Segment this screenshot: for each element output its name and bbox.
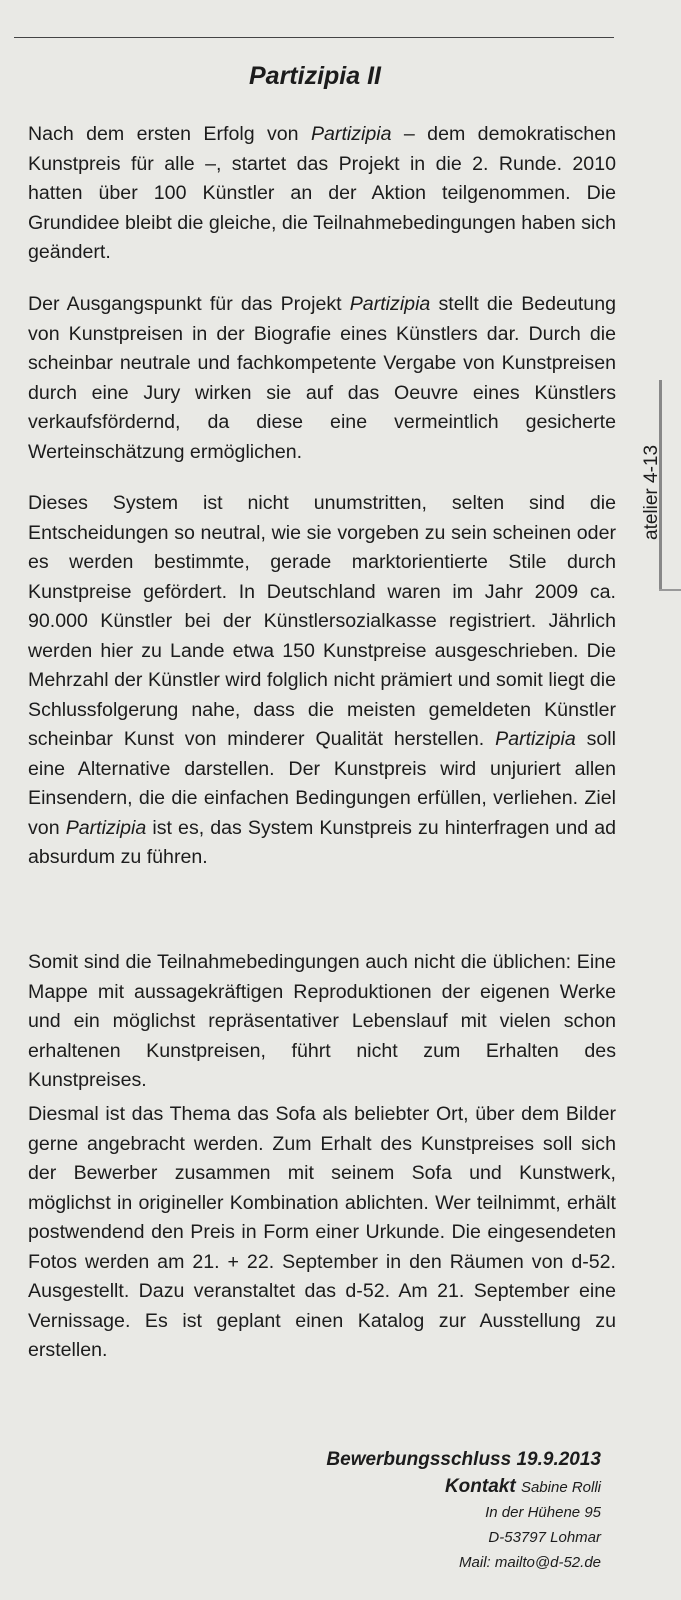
article-title: Partizipia II	[249, 61, 381, 90]
contact-heading	[326, 1475, 601, 1500]
paragraph-2: Der Ausgangspunkt für das Projekt Partizipia stellt die Bedeutung von Kunstpreisen in der Biografie eines Künstlers dar. Durch die scheinbar neutrale und fachkompetente Vergabe von Kunstpreisen durch eine Jury wirken sie auf das Oeuvre eines Künstlers verkaufsfördernd, da diese eine vermeintlich gesicherte Werteinschätzung ermöglichen.	[28, 293, 616, 463]
paragraph-3: Dieses System ist nicht unumstritten, selten sind die Entscheidungen so neutral, wie sie vorgeben zu sein scheinen oder es werden bestimmte, gerade marktorientierte Stile durch Kunstpreise gefördert. In Deutschland waren im Jahr 2009 ca. 90.000 Künstler bei der Künstlersozialkasse registriert. Jährlich werden hier zu Lande etwa 150 Kunstpreise ausgeschrieben. Die Mehrzahl der Künstler wird folglich nicht prämiert und somit liegt die Schlussfolgerung nahe, dass die meisten gemeldeten Künstler scheinbar Kunst von minderer Qualität herstellen. Partizipia soll eine Alternative darstellen. Der Kunstpreis wird unjuriert allen Einsendern, die die einfachen Bedingungen erfüllen, verliehen. Ziel von Partizipia ist es, das System Kunstpreis zu hinterfragen und ad absurdum zu führen.	[28, 492, 616, 868]
paragraph-4: Somit sind die Teilnahmebedingungen auch nicht die üblichen: Eine Mappe mit aussagekräftigen Reproduktionen der eigenen Werke und ein möglichst repräsentativer Lebenslauf mit vielen schon erhaltenen Kunstpreisen, führt nicht zum Erhalten des Kunstpreises.	[28, 951, 616, 1091]
contact-street: In der Hühene 95	[485, 1504, 601, 1521]
magazine-side-tab	[635, 380, 681, 590]
side-tab-label: atelier 4-13	[641, 444, 662, 540]
application-deadline: Bewerbungsschluss 19.9.2013	[326, 1449, 601, 1470]
contact-city: D-53797 Lohmar	[488, 1529, 601, 1546]
paragraph-1: Nach dem ersten Erfolg von Partizipia – dem demokratischen Kunstpreis für alle –, startet das Projekt in die 2. Runde. 2010 hatten über 100 Künstler an der Aktion teilgenommen. Die Grundidee bleibt die gleiche, die Teilnahmebedingungen haben sich geändert.	[28, 123, 616, 263]
contact-label: Kontakt	[444, 1476, 516, 1497]
top-rule	[14, 37, 614, 38]
footer-contact	[326, 1445, 601, 1575]
side-tab-foot	[659, 589, 681, 591]
contact-name: Sabine Rolli	[520, 1479, 601, 1496]
contact-mail-link[interactable]: Mail: mailto@d-52.de	[459, 1554, 601, 1571]
paragraph-5: Diesmal ist das Thema das Sofa als beliebter Ort, über dem Bilder gerne angebracht werden. Zum Erhalt des Kunstpreises soll sich der Bewerber zusammen mit seinem Sofa und Kunstwerk, möglichst in origineller Kombination ablichten. Wer teilnimmt, erhält postwendend den Preis in Form einer Urkunde. Die eingesendeten Fotos werden am 21. + 22. September in den Räumen von d-52. Ausgestellt. Dazu veranstaltet das d-52. Am 21. September eine Vernissage. Es ist geplant einen Katalog zur Ausstellung zu erstellen.	[28, 1103, 616, 1361]
